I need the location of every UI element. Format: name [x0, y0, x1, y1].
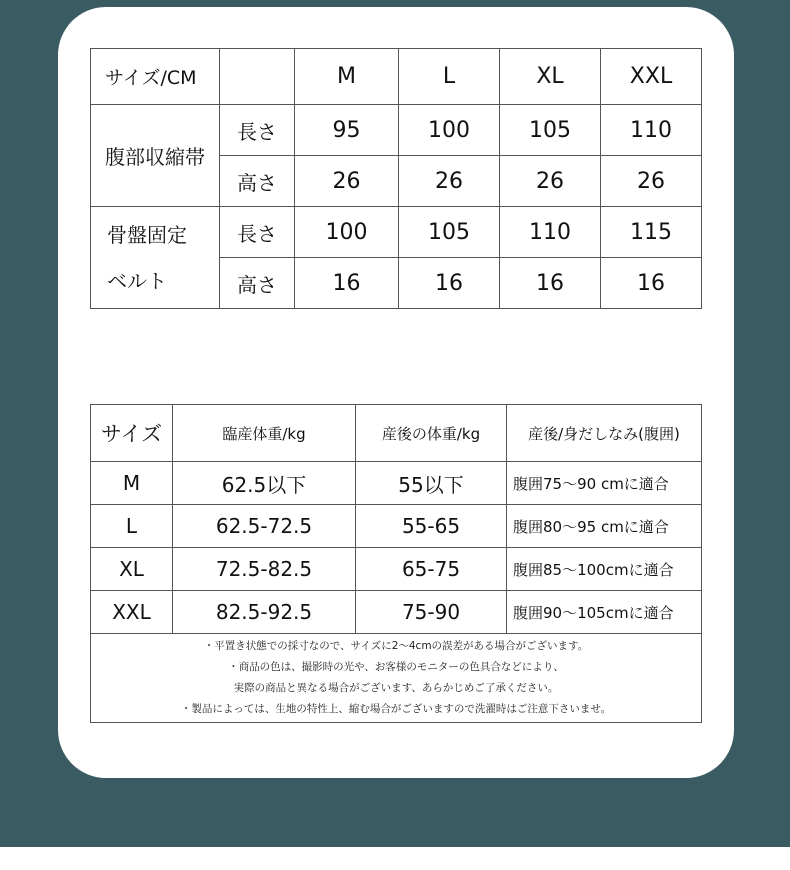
note-line: ・平置き状態での採寸なので、サイズに2〜4cmの誤差がある場合がございます。: [203, 640, 589, 652]
value-cell: 100: [399, 105, 500, 156]
size-cm-label: サイズ/CM: [91, 49, 220, 105]
pre-weight-cell: 72.5-82.5: [173, 548, 356, 591]
note-line: ・商品の色は、撮影時の光や、お客様のモニターの色具合などにより、: [228, 661, 564, 673]
dimension-table: [90, 48, 702, 309]
value-cell: 105: [399, 207, 500, 258]
size-cell: M: [91, 462, 173, 505]
dim-label: 長さ: [220, 207, 295, 258]
size-header: サイズ: [91, 405, 173, 462]
pre-weight-cell: 62.5-72.5: [173, 505, 356, 548]
table-row: [91, 105, 702, 156]
fit-cell: 腹囲80〜95 cmに適合: [507, 505, 702, 548]
table-row: [91, 505, 702, 548]
size-cell: XL: [91, 548, 173, 591]
size-header-l: L: [399, 49, 500, 105]
pre-weight-cell: 82.5-92.5: [173, 591, 356, 634]
waist-fit-header: 産後/身だしなみ(腹囲): [507, 405, 702, 462]
value-cell: 105: [500, 105, 601, 156]
fit-cell: 腹囲85〜100cmに適合: [507, 548, 702, 591]
table-row: [91, 548, 702, 591]
value-cell: 26: [500, 156, 601, 207]
notes-cell: [91, 634, 702, 723]
value-cell: 26: [601, 156, 702, 207]
fit-cell: 腹囲90〜105cmに適合: [507, 591, 702, 634]
size-header-xxl: XXL: [601, 49, 702, 105]
size-header-xl: XL: [500, 49, 601, 105]
post-weight-cell: 55以下: [356, 462, 507, 505]
table-row: [91, 462, 702, 505]
value-cell: 100: [295, 207, 399, 258]
post-weight-cell: 75-90: [356, 591, 507, 634]
note-line: ・製品によっては、生地の特性上、縮む場合がございますので洗濯時はご注意下さいませ。: [180, 703, 612, 715]
table-row: [91, 207, 702, 258]
value-cell: 16: [500, 258, 601, 309]
group-name-pelvic-belt: [91, 207, 220, 309]
group-name-line: 骨盤固定: [107, 222, 187, 247]
value-cell: 16: [399, 258, 500, 309]
post-birth-weight-header: 産後の体重/kg: [356, 405, 507, 462]
fit-cell: 腹囲75〜90 cmに適合: [507, 462, 702, 505]
value-cell: 115: [601, 207, 702, 258]
dimension-header-row: [91, 49, 702, 105]
note-line: 実際の商品と異なる場合がございます、あらかじめご了承ください。: [233, 682, 559, 694]
dim-label: 高さ: [220, 258, 295, 309]
value-cell: 95: [295, 105, 399, 156]
pre-weight-cell: 62.5以下: [173, 462, 356, 505]
dim-label: 高さ: [220, 156, 295, 207]
value-cell: 26: [295, 156, 399, 207]
value-cell: 26: [399, 156, 500, 207]
size-cell: XXL: [91, 591, 173, 634]
pre-birth-weight-header: 臨産体重/kg: [173, 405, 356, 462]
value-cell: 16: [295, 258, 399, 309]
weight-fit-table: [90, 404, 702, 723]
group-name-abdominal-band: 腹部収縮帯: [91, 105, 220, 207]
empty-header-cell: [220, 49, 295, 105]
value-cell: 110: [601, 105, 702, 156]
dim-label: 長さ: [220, 105, 295, 156]
post-weight-cell: 65-75: [356, 548, 507, 591]
notes-row: [91, 634, 702, 723]
size-cell: L: [91, 505, 173, 548]
group-name-line: ベルト: [107, 268, 167, 293]
table-row: [91, 591, 702, 634]
weight-header-row: [91, 405, 702, 462]
size-header-m: M: [295, 49, 399, 105]
value-cell: 16: [601, 258, 702, 309]
post-weight-cell: 55-65: [356, 505, 507, 548]
value-cell: 110: [500, 207, 601, 258]
